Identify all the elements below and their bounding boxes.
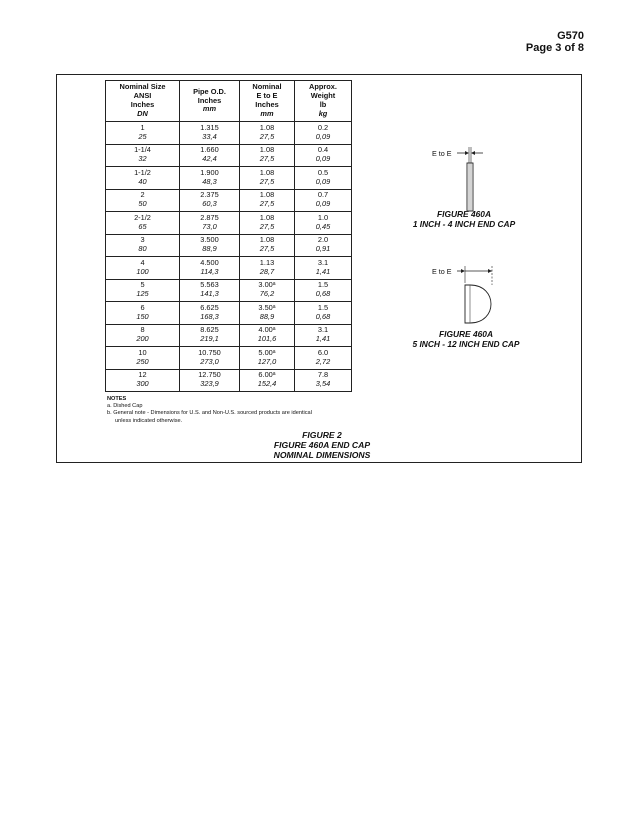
small-end-cap-caption: FIGURE 460A 1 INCH - 4 INCH END CAP <box>412 209 516 229</box>
header-weight: Approx. Weight lb kg <box>295 81 352 122</box>
cell-pipe-od: 2.375 60,3 <box>180 189 240 212</box>
small-end-cap-drawing <box>452 145 502 215</box>
cell-nominal-size: 5 125 <box>106 279 180 302</box>
cell-pipe-od: 5.563 141,3 <box>180 279 240 302</box>
table-row <box>106 144 352 167</box>
cell-nominal-size: 1-1/2 40 <box>106 167 180 190</box>
cell-weight: 1.0 0,45 <box>295 212 352 235</box>
cell-pipe-od: 10.750 273,0 <box>180 347 240 370</box>
table-notes <box>107 396 312 425</box>
cell-e-to-e: 1.08 27,5 <box>240 122 295 145</box>
cell-nominal-size: 10 250 <box>106 347 180 370</box>
figure-frame <box>56 74 582 463</box>
cell-weight: 2.0 0,91 <box>295 234 352 257</box>
cell-e-to-e: 1.08 27,5 <box>240 144 295 167</box>
cell-e-to-e: 1.08 27,5 <box>240 212 295 235</box>
dimensions-table <box>105 80 352 392</box>
table-row <box>106 369 352 392</box>
cell-e-to-e: 3.00$^a$ 76,2 <box>240 279 295 302</box>
notes-heading: NOTES <box>107 396 127 402</box>
cell-pipe-od: 4.500 114,3 <box>180 257 240 280</box>
table-row <box>106 257 352 280</box>
note-b: b. General note - Dimensions for U.S. and Non-U.S. sourced products are identical <box>107 410 312 417</box>
cell-nominal-size: 1-1/4 32 <box>106 144 180 167</box>
cell-nominal-size: 6 150 <box>106 302 180 325</box>
table-header-row <box>106 81 352 122</box>
table-row <box>106 347 352 370</box>
document-code: G570 <box>557 30 584 42</box>
cell-pipe-od: 1.315 33,4 <box>180 122 240 145</box>
table-row <box>106 234 352 257</box>
cell-pipe-od: 1.660 42,4 <box>180 144 240 167</box>
cell-pipe-od: 3.500 88,9 <box>180 234 240 257</box>
cell-e-to-e: 1.08 27,5 <box>240 189 295 212</box>
cell-nominal-size: 2-1/2 65 <box>106 212 180 235</box>
cell-pipe-od: 1.900 48,3 <box>180 167 240 190</box>
cell-weight: 1.5 0,68 <box>295 279 352 302</box>
cell-weight: 0.7 0,09 <box>295 189 352 212</box>
cell-e-to-e: 5.00$^a$ 127,0 <box>240 347 295 370</box>
header-pipe-od: Pipe O.D. Inches mm <box>180 81 240 122</box>
cell-e-to-e: 3.50$^a$ 88,9 <box>240 302 295 325</box>
table-row <box>106 189 352 212</box>
cell-weight: 0.5 0,09 <box>295 167 352 190</box>
cell-nominal-size: 1 25 <box>106 122 180 145</box>
cell-weight: 3.1 1,41 <box>295 324 352 347</box>
cell-weight: 3.1 1,41 <box>295 257 352 280</box>
cell-weight: 7.8 3,54 <box>295 369 352 392</box>
table-row <box>106 212 352 235</box>
table-row <box>106 279 352 302</box>
cell-e-to-e: 1.08 27,5 <box>240 234 295 257</box>
figure-caption: FIGURE 2 FIGURE 460A END CAP NOMINAL DIMENSIONS <box>273 430 371 460</box>
cell-nominal-size: 3 80 <box>106 234 180 257</box>
header-nominal-size: Nominal Size ANSI Inches DN <box>106 81 180 122</box>
cell-pipe-od: 6.625 168,3 <box>180 302 240 325</box>
note-b-continued: unless indicated otherwise. <box>115 417 183 424</box>
e-to-e-label-small: E to E <box>432 149 452 158</box>
large-end-cap-caption: FIGURE 460A 5 INCH - 12 INCH END CAP <box>412 329 520 349</box>
cell-nominal-size: 8 200 <box>106 324 180 347</box>
cell-e-to-e: 1.08 27,5 <box>240 167 295 190</box>
cell-e-to-e: 6.00$^a$ 152,4 <box>240 369 295 392</box>
cell-pipe-od: 8.625 219,1 <box>180 324 240 347</box>
table-row <box>106 324 352 347</box>
e-to-e-label-large: E to E <box>432 267 452 276</box>
cell-e-to-e: 4.00$^a$ 101,6 <box>240 324 295 347</box>
cell-e-to-e: 1.13 28,7 <box>240 257 295 280</box>
cell-nominal-size: 4 100 <box>106 257 180 280</box>
note-a: a. Dished Cap <box>107 403 143 410</box>
cell-pipe-od: 2.875 73,0 <box>180 212 240 235</box>
cell-weight: 0.4 0,09 <box>295 144 352 167</box>
cell-weight: 1.5 0,68 <box>295 302 352 325</box>
table-row <box>106 122 352 145</box>
cell-pipe-od: 12.750 323,9 <box>180 369 240 392</box>
cell-nominal-size: 2 50 <box>106 189 180 212</box>
page-number: Page 3 of 8 <box>525 42 584 54</box>
cell-nominal-size: 12 300 <box>106 369 180 392</box>
large-end-cap-drawing <box>454 263 514 328</box>
header-e-to-e: Nominal E to E Inches mm <box>240 81 295 122</box>
table-row <box>106 167 352 190</box>
cell-weight: 0.2 0,09 <box>295 122 352 145</box>
table-row <box>106 302 352 325</box>
cell-weight: 6.0 2,72 <box>295 347 352 370</box>
